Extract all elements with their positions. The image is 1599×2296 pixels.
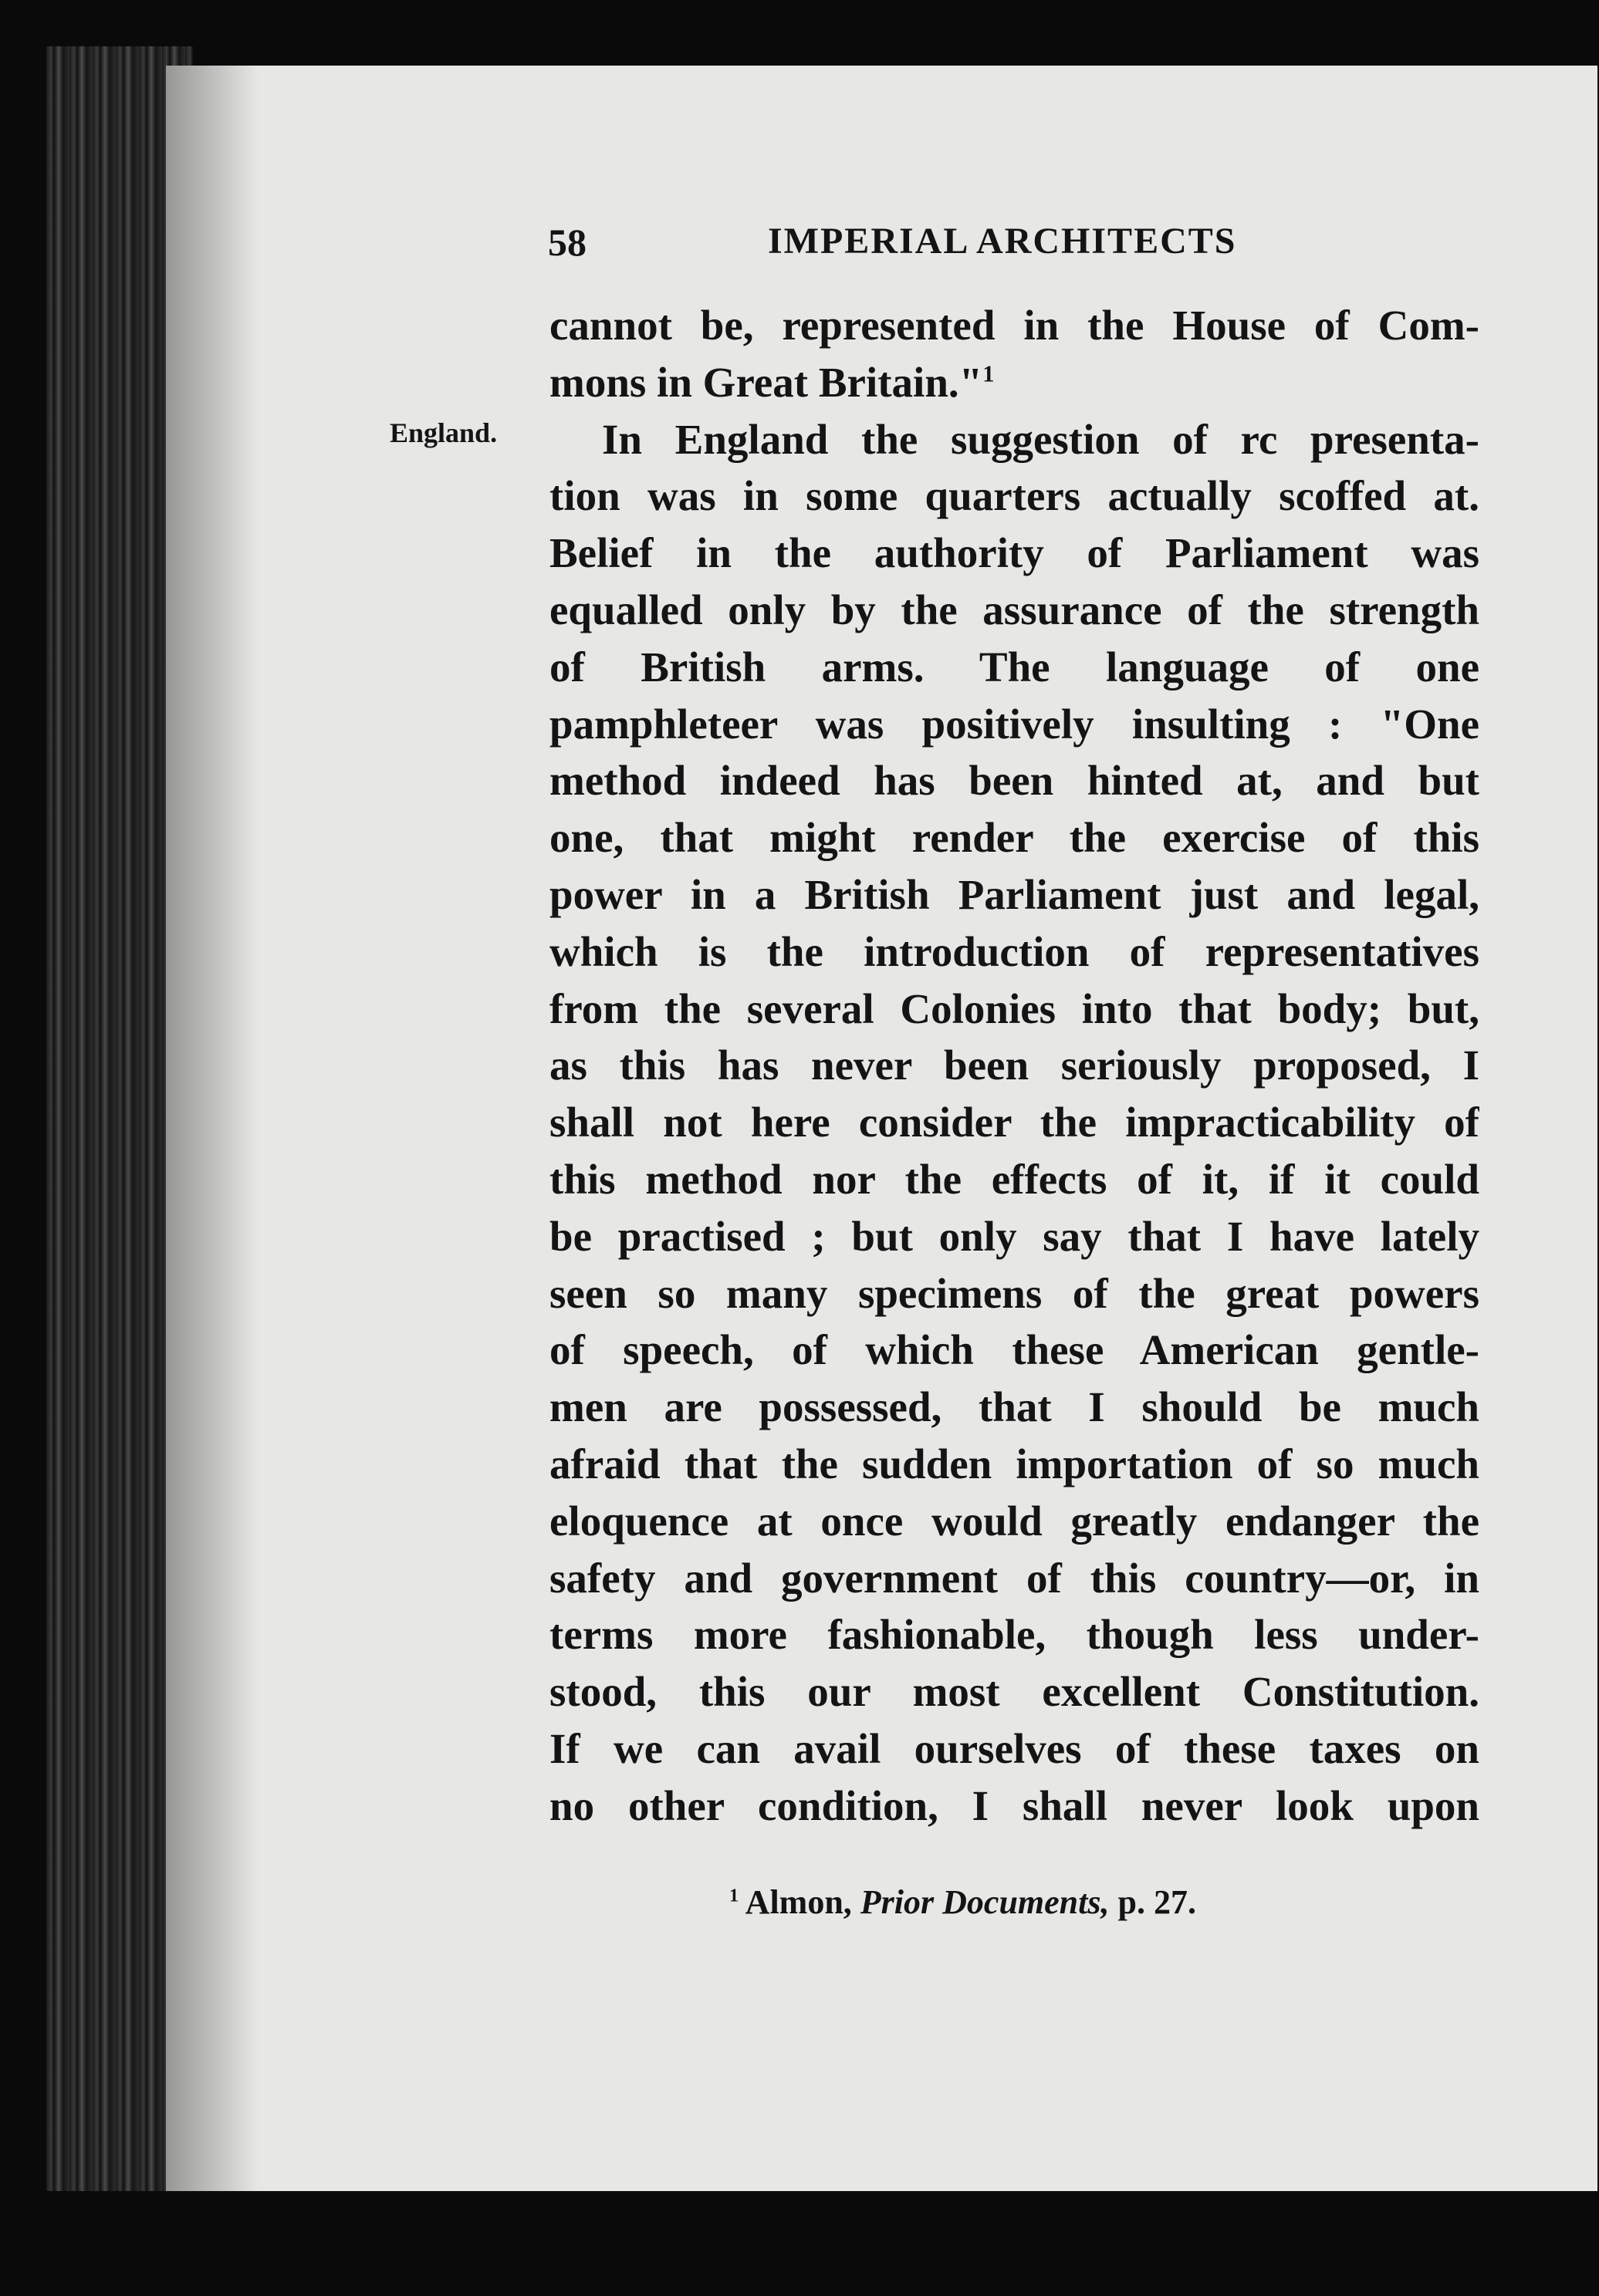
footnote-work-title: Prior Documents, [860, 1883, 1110, 1921]
running-head [548, 220, 1482, 274]
text-line: shall not here consider the impracticability of [549, 1099, 1479, 1146]
footnote-author: Almon, [745, 1883, 852, 1921]
gutter-shadow [166, 66, 259, 2218]
text-line: as this has never been seriously proposed, I [549, 1042, 1479, 1089]
text-line: this method nor the effects of it, if it could [549, 1155, 1479, 1203]
paragraph-first-line: In England the suggestion of rc presenta- [602, 415, 1479, 463]
text-line: cannot be, represented in the House of Com- [549, 302, 1479, 349]
page-number: 58 [548, 221, 587, 264]
text-line: be practised ; but only say that I have lately [549, 1212, 1479, 1260]
footnote-page: p. 27. [1117, 1883, 1196, 1921]
text-line: method indeed has been hinted at, and but [549, 757, 1479, 805]
text-line-with-footnote-ref [549, 354, 1479, 411]
text-line: eloquence at once would greatly endanger the [549, 1497, 1479, 1545]
text-line: which is the introduction of representatives [549, 927, 1479, 975]
text-line: of speech, of which these American gentle- [549, 1326, 1479, 1374]
text-line: If we can avail ourselves of these taxes on [549, 1724, 1479, 1772]
text-line: men are possessed, that I should be much [549, 1383, 1479, 1431]
text-line: Belief in the authority of Parliament was [549, 529, 1479, 577]
footnote-ref-marker: 1 [982, 360, 995, 387]
text-line: from the several Colonies into that body; but, [549, 984, 1479, 1032]
text-line: pamphleteer was positively insulting : "One [549, 700, 1479, 748]
running-title: IMPERIAL ARCHITECTS [768, 221, 1237, 262]
footnote [729, 1882, 1196, 1922]
text-line: mons in Great Britain." [549, 358, 983, 406]
body-text [549, 297, 1479, 1835]
text-line: safety and government of this country—or, in [549, 1554, 1479, 1602]
text-line: stood, this our most excellent Constitution. [549, 1668, 1479, 1716]
scan-border [0, 2191, 1599, 2296]
text-line: terms more fashionable, though less under- [549, 1611, 1479, 1659]
text-line: equalled only by the assurance of the strength [549, 586, 1479, 633]
text-line: of British arms. The language of one [549, 643, 1479, 690]
text-line: one, that might render the exercise of this [549, 814, 1479, 862]
text-line: power in a British Parliament just and legal, [549, 870, 1479, 918]
footnote-marker: 1 [729, 1885, 739, 1906]
margin-note: England. [390, 417, 498, 448]
text-line: seen so many specimens of the great powers [549, 1269, 1479, 1317]
text-line: no other condition, I shall never look upon [549, 1781, 1479, 1829]
text-line: afraid that the sudden importation of so much [549, 1440, 1479, 1487]
text-line: tion was in some quarters actually scoffed at. [549, 472, 1479, 520]
